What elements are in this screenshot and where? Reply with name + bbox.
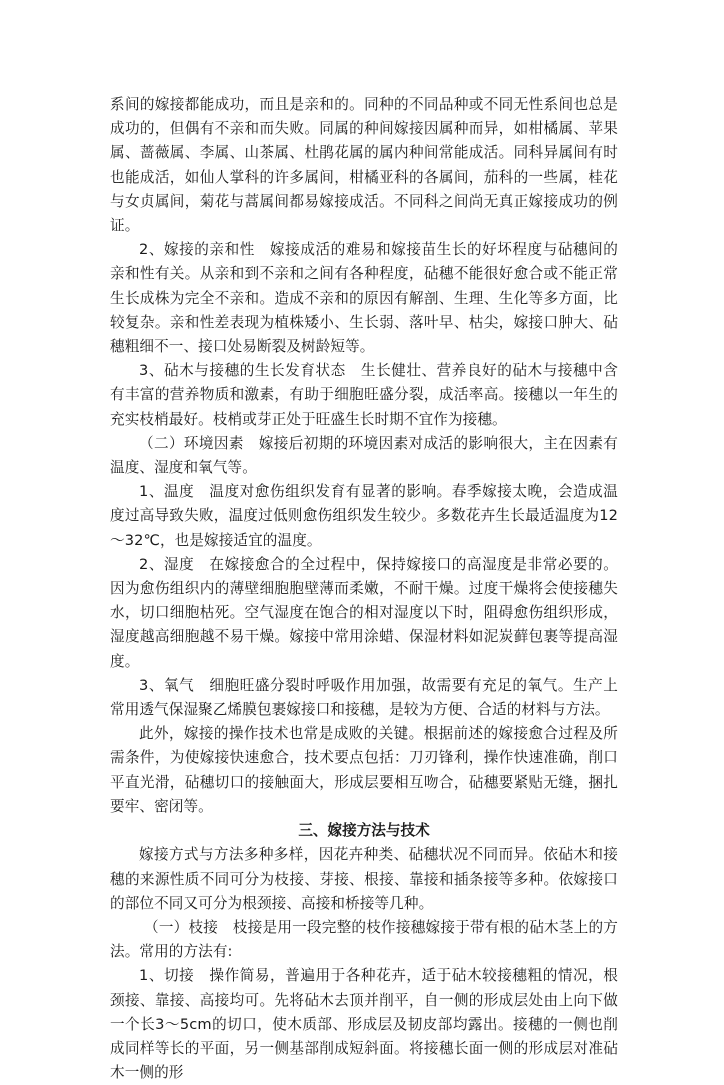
paragraph-cut-grafting: 1、切接 操作简易，普遍用于各种花卉，适于砧木较接穗粗的情况，根颈接、靠接、高接均可。先将砧木去顶并削平，自一侧的形成层处由上向下做一个长3～5cm的切口，使木质部、形成层及韧皮部均露出。接穗的一侧也削成同样等长的平面，另一侧基部削成短斜面。将接穗长面一侧的形成层对准砧木一侧的形 [110, 967, 618, 1082]
paragraph-branch-grafting: （一）枝接 枝接是用一段完整的枝作接穗嫁接于带有根的砧木茎上的方法。常用的方法有: [110, 918, 618, 961]
section-title: 三、嫁接方法与技术 [298, 822, 430, 840]
paragraph-technique: 此外，嫁接的操作技术也常是成败的关键。根据前述的嫁接愈合过程及所需条件，为使嫁接快速愈合，技术要点包括：刀刃锋利，操作快速准确，削口平直光滑，砧穗切口的接触面大，形成层要相互吻合，砧穗要紧贴无缝，捆扎要牢、密闭等。 [110, 725, 618, 815]
paragraph-methods-intro: 嫁接方式与方法多种多样，因花卉种类、砧穗状况不同而异。依砧木和接穗的来源性质不同可分为枝接、芽接、根接、靠接和插条接等多种。依嫁接口的部位不同又可分为根颈接、高接和桥接等几种。 [110, 846, 618, 912]
paragraph-temperature: 1、温度 温度对愈伤组织发育有显著的影响。春季嫁接太晚，会造成温度过高导致失败，温度过低则愈伤组织发生较少。多数花卉生长最适温度为12～32℃，也是嫁接适宜的温度。 [110, 483, 618, 549]
paragraph-environment: （二）环境因素 嫁接后初期的环境因素对成活的影响很大，主在因素有温度、湿度和氧气等。 [110, 434, 618, 477]
paragraph-humidity: 2、湿度 在嫁接愈合的全过程中，保持嫁接口的高湿度是非常必要的。因为愈伤组织内的薄壁细胞胞壁薄而柔嫩，不耐干燥。过度干燥将会使接穗失水，切口细胞枯死。空气湿度在饱合的相对湿度以下时，阻碍愈伤组织形成，湿度越高细胞越不易干燥。嫁接中常用涂蜡、保湿材料如泥炭藓包裹等提高湿度。 [110, 555, 618, 670]
paragraph-growth-status: 3、砧木与接穗的生长发育状态 生长健壮、营养良好的砧木与接穗中含有丰富的营养物质和激素，有助于细胞旺盛分裂，成活率高。接穗以一年生的充实枝梢最好。枝梢或芽正处于旺盛生长时期不宜作为接穗。 [110, 362, 618, 428]
paragraph-oxygen: 3、氧气 细胞旺盛分裂时呼吸作用加强，故需要有充足的氧气。生产上常用透气保湿聚乙烯膜包裹嫁接口和接穗，是较为方便、合适的材料与方法。 [110, 676, 618, 719]
paragraph-continuation: 系间的嫁接都能成功，而且是亲和的。同种的不同品种或不同无性系间也总是成功的，但偶有不亲和而失败。同属的种间嫁接因属种而异，如柑橘属、苹果属、蔷薇属、李属、山茶属、杜鹃花属的属内种间常能成活。同科异属间有时也能成活，如仙人掌科的许多属间，柑橘亚科的各属间，茄科的一些属，桂花与女贞属间，菊花与蒿属间都易嫁接成活。不同科之间尚无真正嫁接成功的例证。 [110, 96, 618, 235]
document-page [110, 93, 618, 1085]
paragraph-compatibility: 2、嫁接的亲和性 嫁接成活的难易和嫁接苗生长的好坏程度与砧穗间的亲和性有关。从亲和到不亲和之间有各种程度，砧穗不能很好愈合或不能正常生长成株为完全不亲和。造成不亲和的原因有解剖、生理、生化等多方面，比较复杂。亲和性差表现为植株矮小、生长弱、落叶早、枯尖，嫁接口肿大、砧穗粗细不一、接口处易断裂及树龄短等。 [110, 241, 618, 356]
